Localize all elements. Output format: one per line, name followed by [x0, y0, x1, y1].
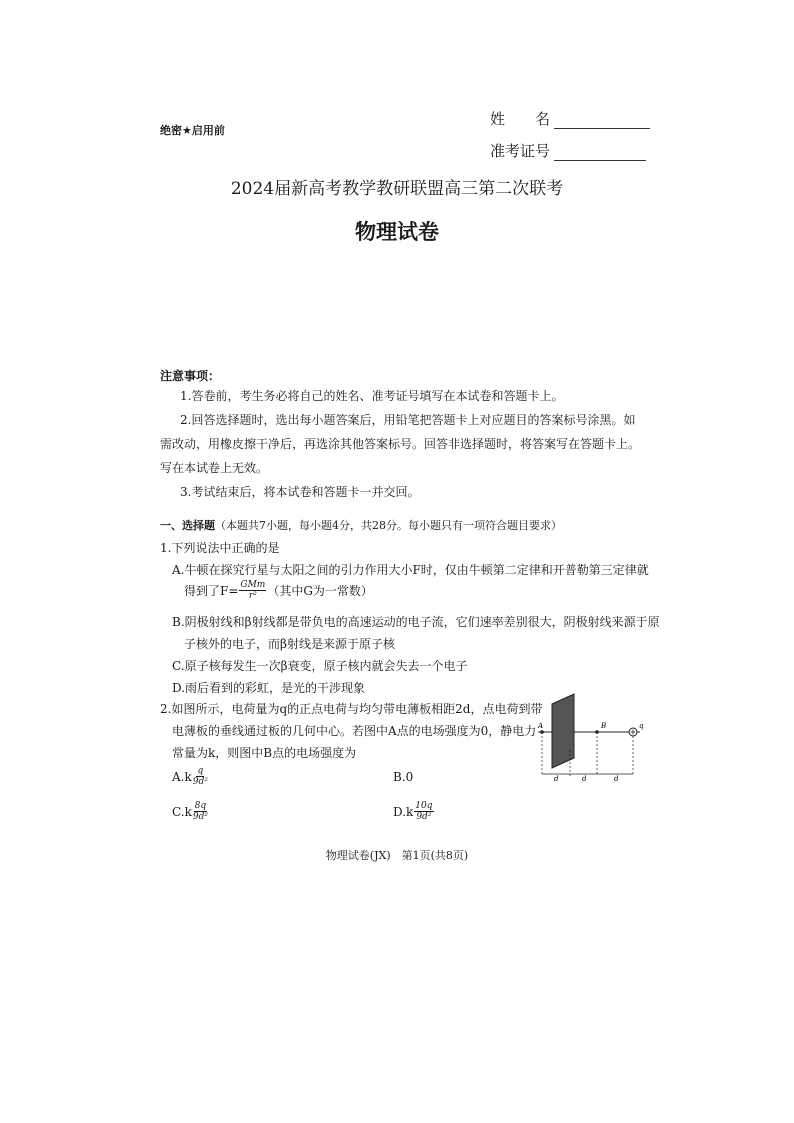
charged-plate — [552, 694, 574, 768]
q2-d-den: 9d² — [416, 812, 432, 822]
dim-d2: d — [582, 775, 587, 783]
name-blank-line — [554, 112, 650, 129]
dim-d3: d — [614, 775, 619, 783]
dim-d1: d — [554, 775, 559, 783]
q1-option-b-line2: 子核外的电子，而β射线是来源于原子核 — [184, 637, 395, 651]
section-title: 一、选择题 — [160, 519, 215, 532]
q2-option-d — [393, 801, 435, 822]
notice-heading: 注意事项： — [160, 369, 221, 383]
label-a: A — [538, 722, 544, 730]
id-blank-line — [554, 144, 646, 161]
q2-stem-line2: 电薄板的垂线通过板的几何中心。若图中A点的电场强度为0，静电力 — [172, 724, 537, 738]
q2-c-den: 9d² — [192, 812, 208, 822]
id-label: 准考证号 — [490, 142, 551, 160]
paper-title: 物理试卷 — [355, 220, 439, 244]
q2-option-b: B.0 — [393, 770, 414, 784]
q1-option-a-line1: A.牛顿在探究行星与太阳之间的引力作用大小F时，仅由牛顿第二定律和开普勒第三定律就 — [172, 563, 649, 577]
q1-option-c: C.原子核每发生一次β衰变，原子核内就会失去一个电子 — [172, 659, 468, 673]
name-label: 姓 名 — [490, 110, 551, 128]
q2-d-fraction — [414, 801, 433, 822]
name-field — [490, 108, 650, 129]
q1-a-formula-suffix: （其中G为一常数） — [267, 584, 373, 598]
q1-stem: 1.下列说法中正确的是 — [160, 541, 280, 555]
q2-a-num: q — [197, 766, 204, 776]
notice-item-1: 1.答卷前，考生务必将自己的姓名、准考证号填写在本试卷和答题卡上。 — [180, 389, 564, 403]
secret-mark: 绝密★启用前 — [160, 124, 225, 137]
q1-option-a-line2 — [184, 580, 373, 601]
q2-c-prefix: C.k — [172, 804, 192, 819]
page-footer: 物理试卷(JX) 第1页(共8页) — [325, 849, 469, 862]
exam-title: 2024届新高考教学教研联盟高三第二次联考 — [230, 179, 564, 199]
section-heading — [160, 517, 562, 533]
q2-c-fraction — [193, 801, 208, 822]
q2-c-num: 8q — [194, 801, 207, 811]
q1-a-fraction — [239, 580, 266, 601]
q1-option-d: D.雨后看到的彩虹，是光的干涉现象 — [172, 681, 366, 695]
notice-item-3: 3.考试结束后，将本试卷和答题卡一并交回。 — [180, 485, 420, 499]
q2-stem-line3: 常量为k，则图中B点的电场强度为 — [172, 746, 357, 760]
q2-d-prefix: D.k — [393, 804, 414, 819]
q2-option-c — [172, 801, 209, 822]
q2-a-prefix: A.k — [172, 769, 192, 784]
q2-figure — [530, 690, 660, 785]
q1-a-frac-den: r² — [248, 591, 257, 601]
q1-a-frac-num: GMm — [240, 580, 266, 590]
label-b: B — [601, 722, 607, 730]
notice-item-2: 2.回答选择题时，选出每小题答案后，用铅笔把答题卡上对应题目的答案标号涂黑。如需改动，用橡皮擦干净后，再选涂其他答案标号。回答非选择题时，将答案写在答题卡上。写在本试卷上无效。 — [160, 413, 641, 475]
q1-option-b-line1: B.阴极射线和β射线都是带负电的高速运动的电子流，它们速率差别很大，阴极射线来源于原 — [172, 615, 660, 629]
q2-stem-line1: 2.如图所示，电荷量为q的正点电荷与均匀带电薄板相距2d，点电荷到带 — [160, 702, 543, 716]
q1-a-formula-prefix: 得到了F= — [184, 584, 239, 598]
q2-a-den: 9d² — [192, 777, 208, 787]
q2-a-fraction — [193, 766, 208, 787]
id-field — [490, 140, 646, 161]
q2-option-a — [172, 766, 209, 787]
label-q: q — [639, 722, 644, 730]
q2-d-num: 10q — [415, 801, 433, 811]
section-desc: （本题共7小题，每小题4分，共28分。每小题只有一项符合题目要求） — [215, 519, 562, 532]
